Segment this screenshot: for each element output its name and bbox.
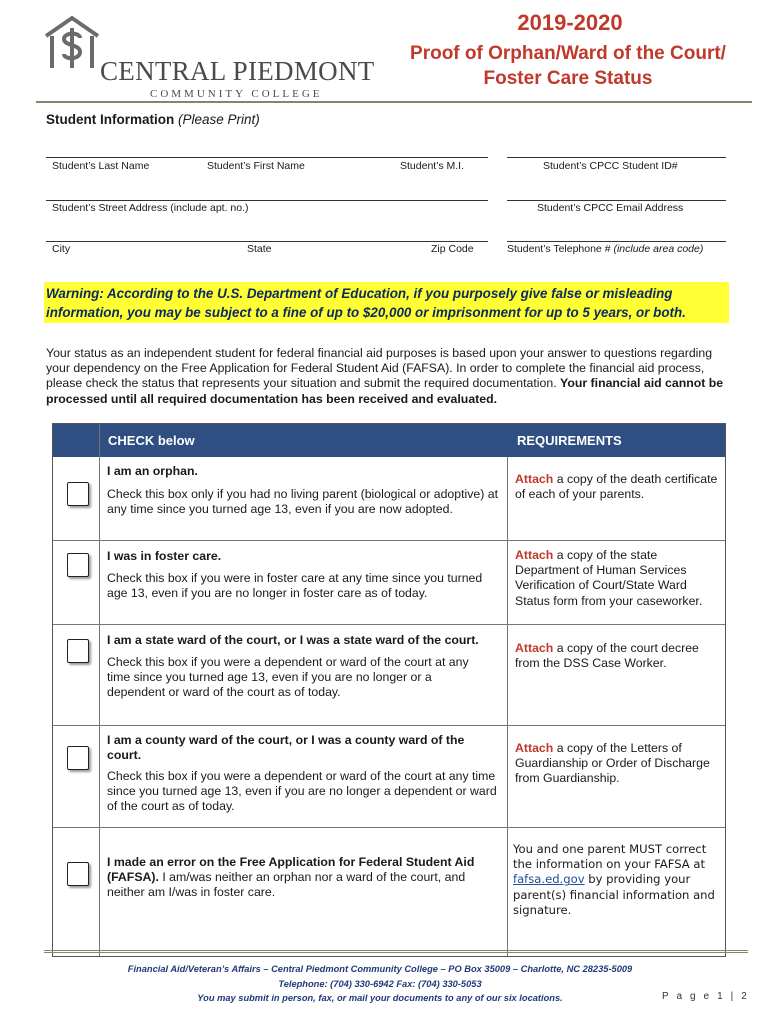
county-ward-checkbox[interactable]	[67, 746, 89, 770]
attach-label: Attach	[515, 741, 554, 755]
attach-label: Attach	[515, 472, 554, 486]
foster-care-checkbox[interactable]	[67, 553, 89, 577]
row-description: Check this box only if you had no living parent (biological or adoptive) at any time since you turned age 13, even if you are now adopted.	[107, 487, 498, 517]
footer-submission-note: You may submit in person, fax, or mail your documents to any of our six locations.	[197, 993, 563, 1003]
requirement-text: a copy of the Letters of Guardianship or Order of Discharge from Guardianship.	[515, 741, 710, 786]
first-name-label: Student’s First Name	[207, 160, 305, 172]
row-title: I made an error on the Free Application for Federal Student Aid (FAFSA).	[107, 855, 475, 885]
state-ward-checkbox[interactable]	[67, 639, 89, 663]
row-title: I am an orphan.	[107, 464, 198, 478]
footer-address: Financial Aid/Veteran’s Affairs – Central Piedmont Community College – PO Box 35009 – Charlotte, NC 28235-5009	[127, 964, 633, 974]
requirement-text-before: You and one parent MUST correct the information on your FAFSA at	[513, 842, 707, 872]
telephone-field-line[interactable]	[507, 241, 726, 242]
student-info-title: Student Information	[46, 112, 175, 127]
row-requirement	[515, 472, 721, 502]
email-label: Student’s CPCC Email Address	[537, 202, 684, 214]
telephone-label-text: Student’s Telephone #	[507, 243, 611, 255]
student-id-label: Student’s CPCC Student ID#	[543, 160, 678, 172]
telephone-label	[507, 243, 703, 255]
intro-paragraph	[46, 346, 736, 407]
header-divider	[36, 101, 752, 103]
attach-label: Attach	[515, 641, 554, 655]
table-header	[53, 424, 725, 457]
page-title	[380, 41, 756, 91]
status-table	[52, 423, 726, 957]
table-row	[53, 540, 725, 624]
title-line-1: Proof of Orphan/Ward of the Court/	[410, 43, 726, 64]
name-field-line[interactable]	[46, 157, 488, 158]
row-description: Check this box if you were a dependent or ward of the court at any time since you turned age 13, even if you are no longer or a dependent or ward of the court as of today.	[107, 655, 469, 700]
student-info-note: (Please Print)	[178, 112, 260, 127]
warning-banner	[44, 282, 729, 323]
row-requirement	[513, 842, 725, 918]
row-requirement	[515, 741, 725, 787]
last-name-label: Student’s Last Name	[52, 160, 150, 172]
mi-label: Student’s M.I.	[400, 160, 465, 172]
orphan-checkbox[interactable]	[67, 482, 89, 506]
requirement-text: a copy of the state Department of Human Services Verification of Court/State Ward Status form from your caseworker.	[515, 548, 703, 608]
row-title: I was in foster care.	[107, 549, 222, 563]
column-header-requirements: REQUIREMENTS	[517, 433, 622, 448]
page-number: P a g e 1 | 2	[662, 991, 750, 1002]
college-logo-icon	[42, 14, 102, 72]
footer-divider	[44, 950, 748, 953]
table-row	[53, 827, 725, 957]
academic-year: 2019-2020	[517, 10, 623, 35]
email-field-line[interactable]	[507, 200, 726, 201]
requirement-text: a copy of the court decree from the DSS Case Worker.	[515, 641, 699, 671]
warning-text: Warning: According to the U.S. Department of Education, if you purposely give false or misleading information, you may be subject to a fine of up to $20,000 or imprisonment for up to 5 years, or both.	[46, 286, 686, 320]
student-info-heading	[46, 112, 260, 127]
row-requirement	[515, 641, 721, 671]
title-line-2: Foster Care Status	[483, 68, 653, 89]
city-state-zip-field-line[interactable]	[46, 241, 488, 242]
fafsa-link[interactable]: fafsa.ed.gov	[513, 872, 585, 887]
row-description: Check this box if you were a dependent or ward of the court at any time since you turned age 13, even if you are no longer a dependent or ward of the court as of today.	[107, 769, 497, 814]
row-title: I am a county ward of the court, or I was a county ward of the court.	[107, 733, 465, 762]
table-row	[53, 624, 725, 725]
logo-subtitle: COMMUNITY COLLEGE	[150, 88, 323, 100]
address-field-line[interactable]	[46, 200, 488, 201]
requirement-text: a copy of the death certificate of each of your parents.	[515, 472, 718, 502]
college-logo	[42, 14, 375, 100]
table-row	[53, 725, 725, 827]
state-label: State	[247, 243, 272, 255]
city-label: City	[52, 243, 71, 255]
telephone-label-note: (include area code)	[613, 243, 704, 255]
column-header-check: CHECK below	[108, 433, 195, 448]
intro-bold-text: Your financial aid cannot be processed until all required documentation has been received and evaluated.	[46, 376, 724, 406]
row-description-text: I am/was neither an orphan nor a ward of the court, and neither am I/was in foster care.	[107, 870, 466, 900]
table-row	[53, 457, 725, 540]
fafsa-error-checkbox[interactable]	[67, 862, 89, 886]
zip-label: Zip Code	[431, 243, 474, 255]
logo-wordmark: CENTRAL PIEDMONT	[100, 56, 375, 86]
row-description: Check this box if you were in foster care at any time since you turned age 13, even if you are no longer in foster care as of today.	[107, 571, 483, 601]
student-id-field-line[interactable]	[507, 157, 726, 158]
intro-text: Your status as an independent student for federal financial aid purposes is based upon your answer to questions regarding your dependency on the Free Application for Federal Student Aid (FAFSA). In order to complete the financial aid process, please check the status that represents your situation and submit the required documentation.	[46, 346, 713, 391]
row-description	[107, 855, 497, 901]
address-label: Student’s Street Address (include apt. no.)	[52, 202, 249, 214]
requirement-text-after: by providing your parent(s) financial information and signature.	[513, 872, 715, 917]
attach-label: Attach	[515, 548, 554, 562]
row-title: I am a state ward of the court, or I was a state ward of the court.	[107, 633, 479, 647]
row-requirement	[515, 548, 721, 609]
footer-contact: Telephone: (704) 330-6942 Fax: (704) 330-5053	[278, 979, 482, 989]
